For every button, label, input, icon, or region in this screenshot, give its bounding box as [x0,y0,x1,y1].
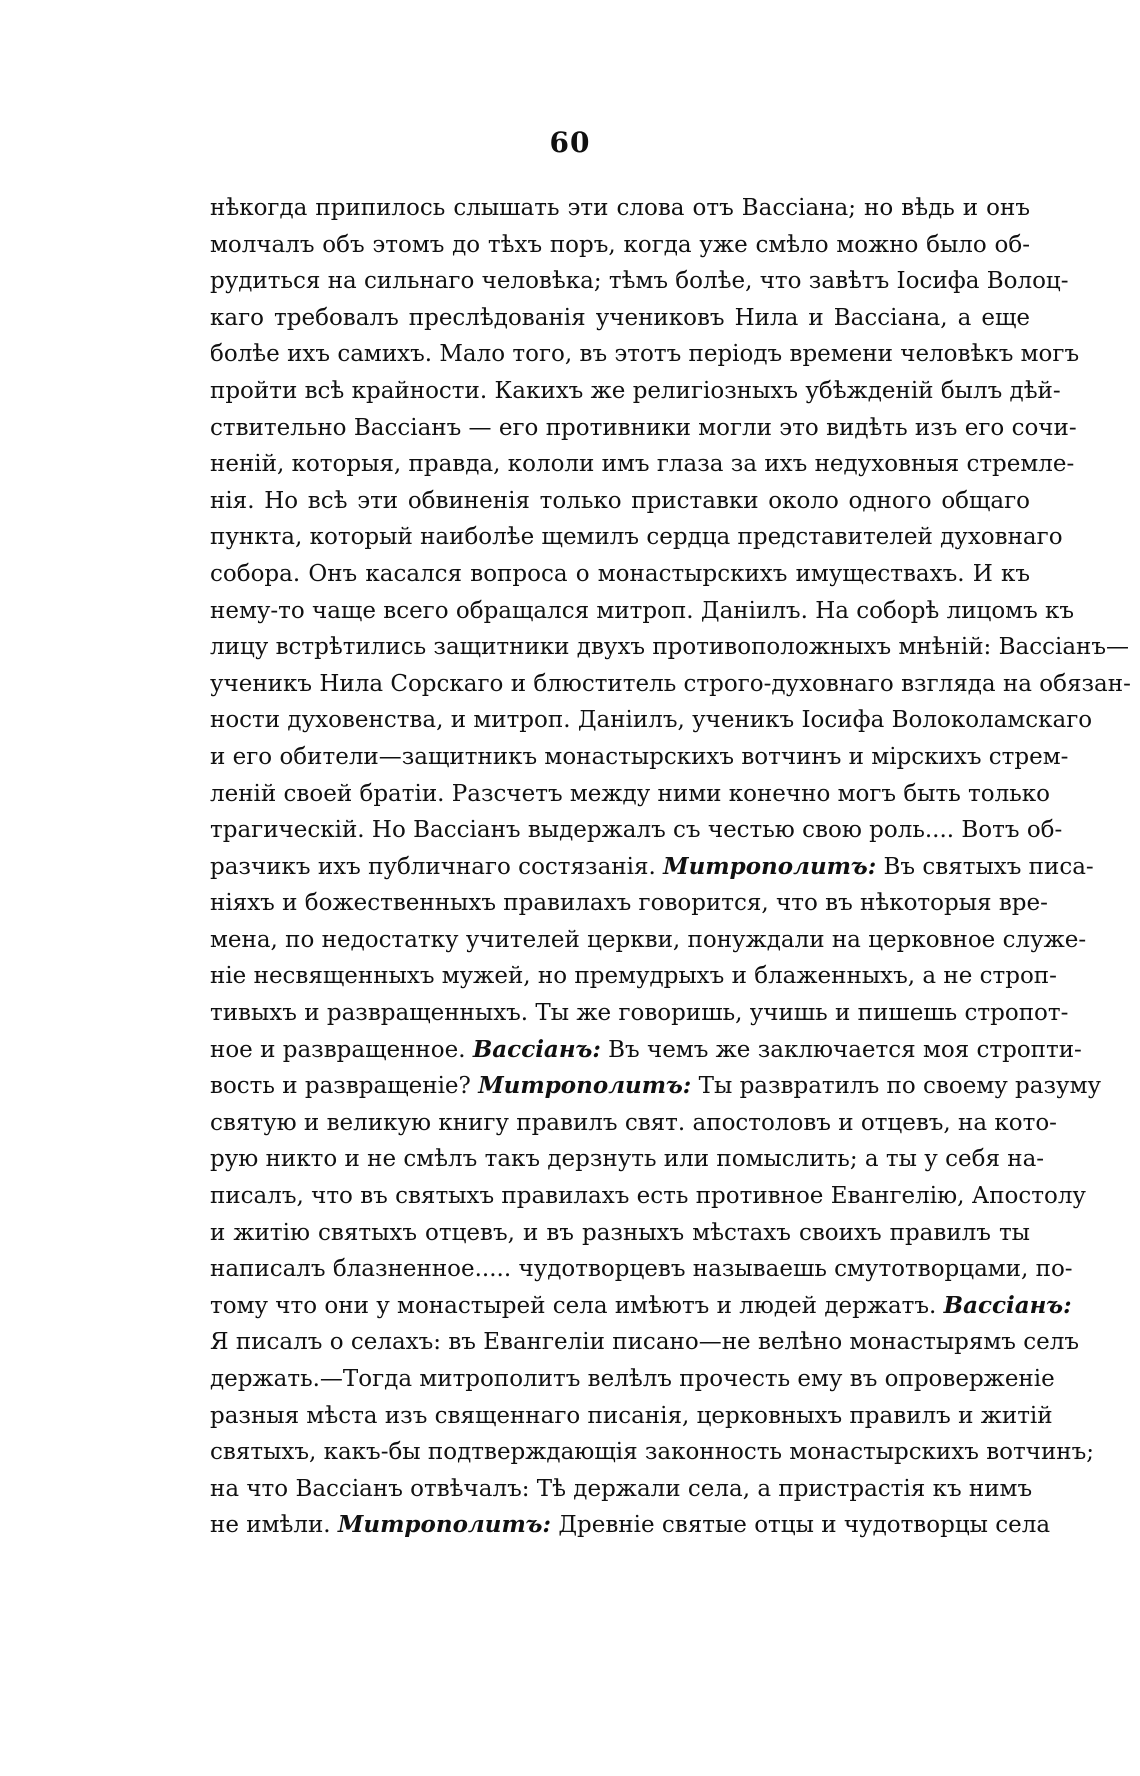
text-line [210,849,1094,886]
text-line: разныя мѣста изъ священнаго писанія, церковныхъ правилъ и житій [210,1402,1053,1429]
text-line: Я писалъ о селахъ: въ Евангеліи писано—не велѣно монастырямъ селъ [210,1329,1079,1356]
text-line: пункта, который наиболѣе щемилъ сердца представителей духовнаго [210,524,1063,551]
text-line: и его обители—защитникъ монастырскихъ вотчинъ и мірскихъ стрем- [210,743,1069,770]
text-line: пройти всѣ крайности. Какихъ же религіозныхъ убѣжденій былъ дѣй- [210,377,1061,404]
text-line: ученикъ Нила Сорскаго и блюститель строго-духовнаго взгляда на обязан- [210,670,1131,697]
text-line: ствительно Вассіанъ — его противники могли это видѣть изъ его сочи- [210,414,1077,441]
text-line: святыхъ, какъ-бы подтверждающія законность монастырскихъ вотчинъ; [210,1439,1094,1466]
text-fragment: вость и развращеніе? [210,1073,471,1100]
speaker-vassian: Вассіанъ: [472,1035,601,1063]
text-line: рую никто и не смѣлъ такъ дерзнуть или помыслить; а ты у себя на- [210,1146,1045,1173]
text-fragment: Ты развратилъ по своему разуму [698,1073,1101,1100]
text-line: тивыхъ и развращенныхъ. Ты же говоришь, учишь и пишешь стропот- [210,1000,1069,1027]
text-line: ности духовенства, и митроп. Даніилъ, ученикъ Іосифа Волоколамскаго [210,707,1093,734]
text-line: писалъ, что въ святыхъ правилахъ есть противное Евангелію, Апостолу [210,1183,1086,1210]
text-line: на что Вассіанъ отвѣчалъ: Тѣ держали села, а пристрастія къ нимъ [210,1475,1033,1502]
text-fragment: не имѣли. [210,1512,331,1539]
text-line: трагическій. Но Вассіанъ выдержалъ съ честью свою роль.... Вотъ об- [210,817,1063,844]
text-line: нему-то чаще всего обращался митроп. Даніилъ. На соборѣ лицомъ къ [210,597,1075,624]
text-line: ніе несвященныхъ мужей, но премудрыхъ и блаженныхъ, а не строп- [210,963,1057,990]
body-text [210,190,1131,1544]
text-line: нѣкогда припилось слышать эти слова отъ Вассіана; но вѣдь и онъ [210,195,1030,221]
text-line: неній, которыя, правда, кололи имъ глаза за ихъ недуховныя стремле- [210,451,1075,478]
text-fragment: тому что они у монастырей села имѣютъ и людей держатъ. [210,1292,937,1319]
text-line: лицу встрѣтились защитники двухъ противоположныхъ мнѣній: Вассіанъ— [210,634,1130,661]
text-fragment: Древніе святые отцы и чудотворцы села [558,1512,1051,1539]
text-line: молчалъ объ этомъ до тѣхъ поръ, когда уже смѣло можно было об- [210,231,1030,258]
text-line: мена, по недостатку учителей церкви, понуждали на церковное служе- [210,926,1087,953]
speaker-metropolitan: Митрополитъ: [337,1511,552,1539]
text-fragment: Въ чемъ же заключается моя стропти- [608,1036,1082,1063]
text-line: святую и великую книгу правилъ свят. апостоловъ и отцевъ, на кото- [210,1109,1057,1136]
page-number: 60 [549,126,591,159]
text-line: рудиться на сильнаго человѣка; тѣмъ болѣе, что завѣтъ Іосифа Волоц- [210,268,1069,295]
speaker-metropolitan: Митрополитъ: [478,1072,692,1100]
text-line: каго требовалъ преслѣдованія учениковъ Нила и Вассіана, а еще [210,304,1030,331]
text-fragment: Въ святыхъ писа- [883,853,1094,880]
text-line: собора. Онъ касался вопроса о монастырскихъ имуществахъ. И къ [210,560,1030,587]
text-line: написалъ блазненное..... чудотворцевъ называешь смутотворцами, по- [210,1256,1073,1283]
text-line: болѣе ихъ самихъ. Мало того, въ этотъ періодъ времени человѣкъ могъ [210,341,1080,368]
text-line [210,1288,1072,1325]
text-line: ніяхъ и божественныхъ правилахъ говорится, что въ нѣкоторыя вре- [210,890,1048,917]
text-fragment: ное и развращенное. [210,1036,466,1063]
text-line: держать.—Тогда митрополитъ велѣлъ прочесть ему въ опроверженіе [210,1366,1055,1392]
speaker-metropolitan: Митрополитъ: [663,852,877,880]
text-line [210,1032,1082,1069]
speaker-vassian: Вассіанъ: [943,1291,1072,1319]
text-line: и житію святыхъ отцевъ, и въ разныхъ мѣстахъ своихъ правилъ ты [210,1219,1030,1246]
text-line [210,1507,1051,1544]
text-fragment: разчикъ ихъ публичнаго состязанія. [210,853,656,880]
text-line [210,1068,1101,1105]
text-line: леній своей братіи. Разсчетъ между ними конечно могъ быть только [210,780,1050,807]
text-line: нія. Но всѣ эти обвиненія только приставки около одного общаго [210,487,1030,514]
